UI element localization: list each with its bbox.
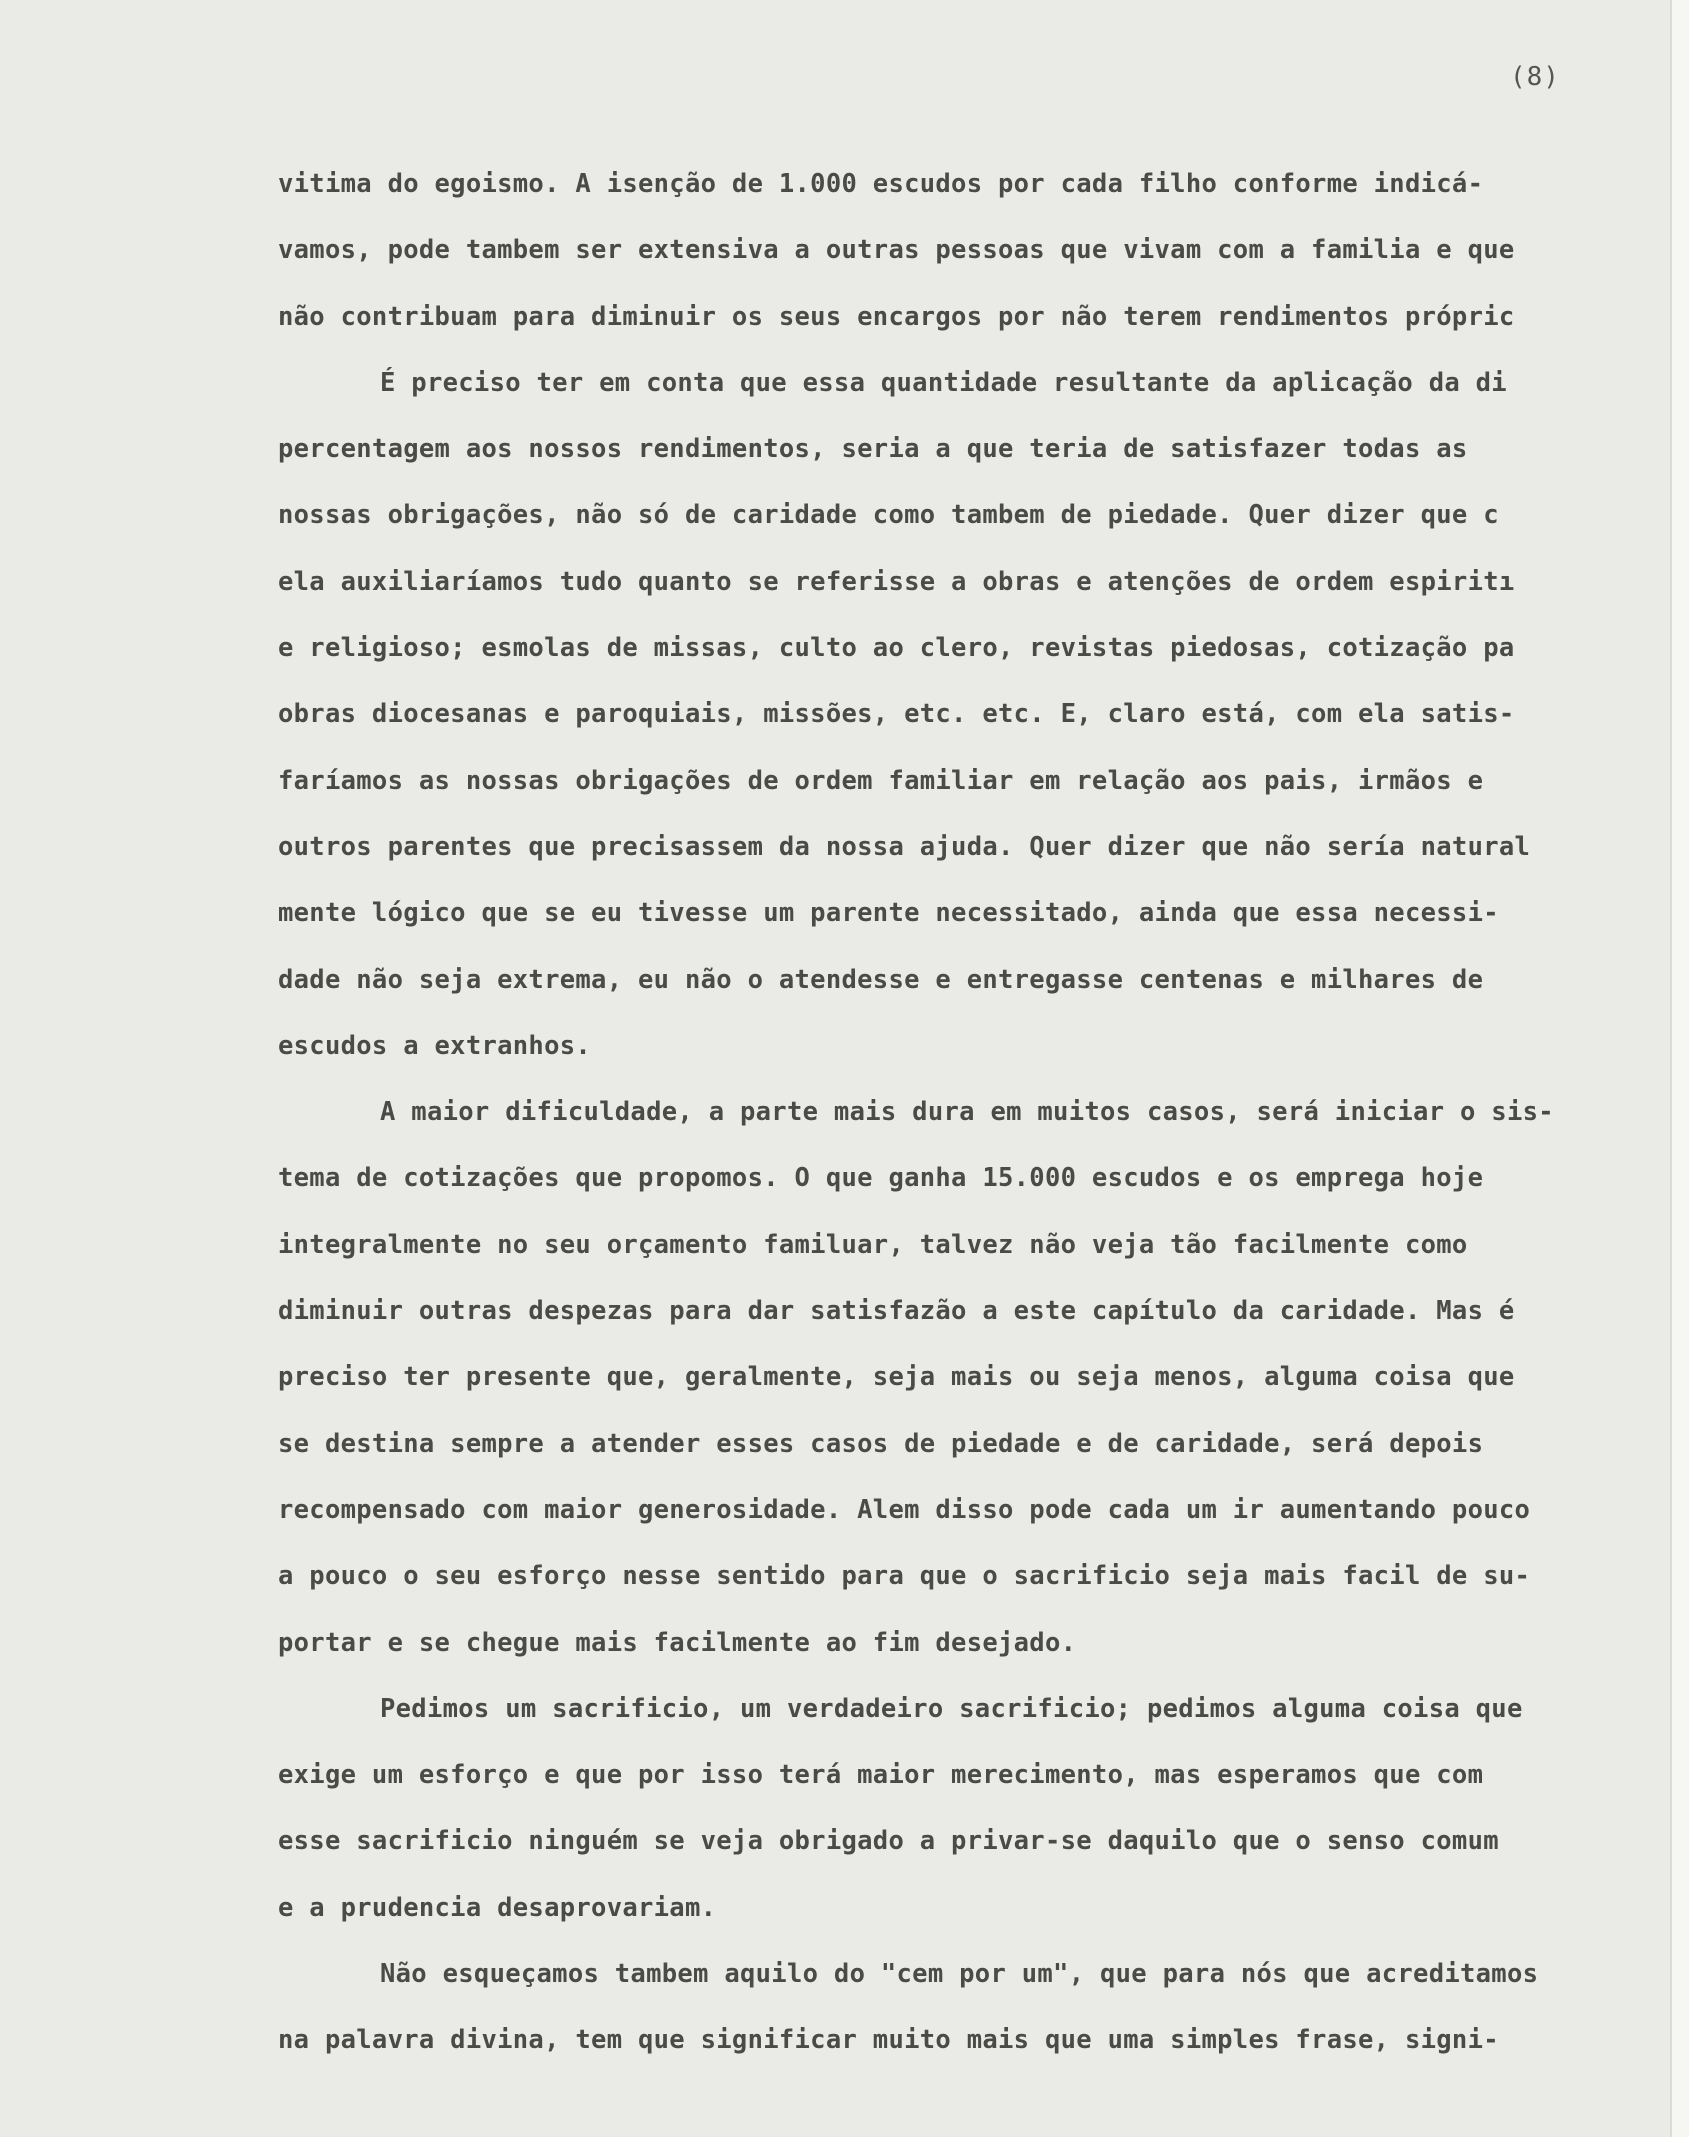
text-line: mente lógico que se eu tivesse um parente necessitado, ainda que essa necessi- xyxy=(278,898,1499,929)
text-line: e a prudencia desaprovariam. xyxy=(278,1892,717,1923)
paragraph-start-line: Não esqueçamos tambem aquilo do "cem por um", que para nós que acreditamos xyxy=(380,1959,1539,1990)
paragraph-start-line: É preciso ter em conta que essa quantidade resultante da aplicação da di xyxy=(380,367,1507,398)
text-line: preciso ter presente que, geralmente, seja mais ou seja menos, alguma coisa que xyxy=(278,1362,1515,1393)
text-line: vitima do egoismo. A isenção de 1.000 escudos por cada filho conforme indicá- xyxy=(278,169,1484,199)
text-line: portar e se chegue mais facilmente ao fim desejado. xyxy=(278,1627,1077,1658)
text-line: obras diocesanas e paroquiais, missões, etc. etc. E, claro está, com ela satis- xyxy=(278,699,1515,730)
text-line: diminuir outras despezas para dar satisfazão a este capítulo da caridade. Mas é xyxy=(278,1296,1515,1327)
text-line: faríamos as nossas obrigações de ordem familiar em relação aos pais, irmãos e xyxy=(278,765,1484,796)
text-line: não contribuam para diminuir os seus encargos por não terem rendimentos própric xyxy=(278,301,1515,332)
text-line: percentagem aos nossos rendimentos, seria a que teria de satisfazer todas as xyxy=(278,434,1468,465)
page-edge xyxy=(1672,0,1689,2137)
text-line: ela auxiliaríamos tudo quanto se referisse a obras e atenções de ordem espiritı xyxy=(278,566,1515,597)
text-line: esse sacrificio ninguém se veja obrigado a privar-se daquilo que o senso comum xyxy=(278,1826,1499,1857)
text-line: dade não seja extrema, eu não o atendesse e entregasse centenas e milhares de xyxy=(278,964,1484,995)
text-line: nossas obrigações, não só de caridade como tambem de piedade. Quer dizer que c xyxy=(278,500,1499,531)
paragraph-start-line: A maior dificuldade, a parte mais dura em muitos casos, será iniciar o sis- xyxy=(380,1097,1554,1128)
text-line: vamos, pode tambem ser extensiva a outras pessoas que vivam com a familia e que xyxy=(278,235,1515,266)
text-line: a pouco o seu esforço nesse sentido para que o sacrificio seja mais facil de su- xyxy=(278,1561,1531,1592)
paragraph-start-line: Pedimos um sacrificio, um verdadeiro sacrificio; pedimos alguma coisa que xyxy=(380,1693,1523,1724)
text-line: e religioso; esmolas de missas, culto ao clero, revistas piedosas, cotização pa xyxy=(278,633,1515,664)
page-number: (8) xyxy=(1510,62,1560,92)
text-line: exige um esforço e que por isso terá maior merecimento, mas esperamos que com xyxy=(278,1760,1484,1791)
text-line: integralmente no seu orçamento familuar, talvez não veja tão facilmente como xyxy=(278,1229,1468,1260)
body-text xyxy=(278,151,1638,2074)
text-line: tema de cotizações que propomos. O que ganha 15.000 escudos e os emprega hoje xyxy=(278,1163,1484,1194)
text-line: se destina sempre a atender esses casos de piedade e de caridade, será depois xyxy=(278,1428,1484,1459)
text-line: outros parentes que precisassem da nossa ajuda. Quer dizer que não sería natural xyxy=(278,831,1531,862)
text-line: escudos a extranhos. xyxy=(278,1030,592,1061)
text-line: recompensado com maior generosidade. Alem disso pode cada um ir aumentando pouco xyxy=(278,1494,1531,1525)
text-line: na palavra divina, tem que significar muito mais que uma simples frase, signi- xyxy=(278,2025,1499,2056)
